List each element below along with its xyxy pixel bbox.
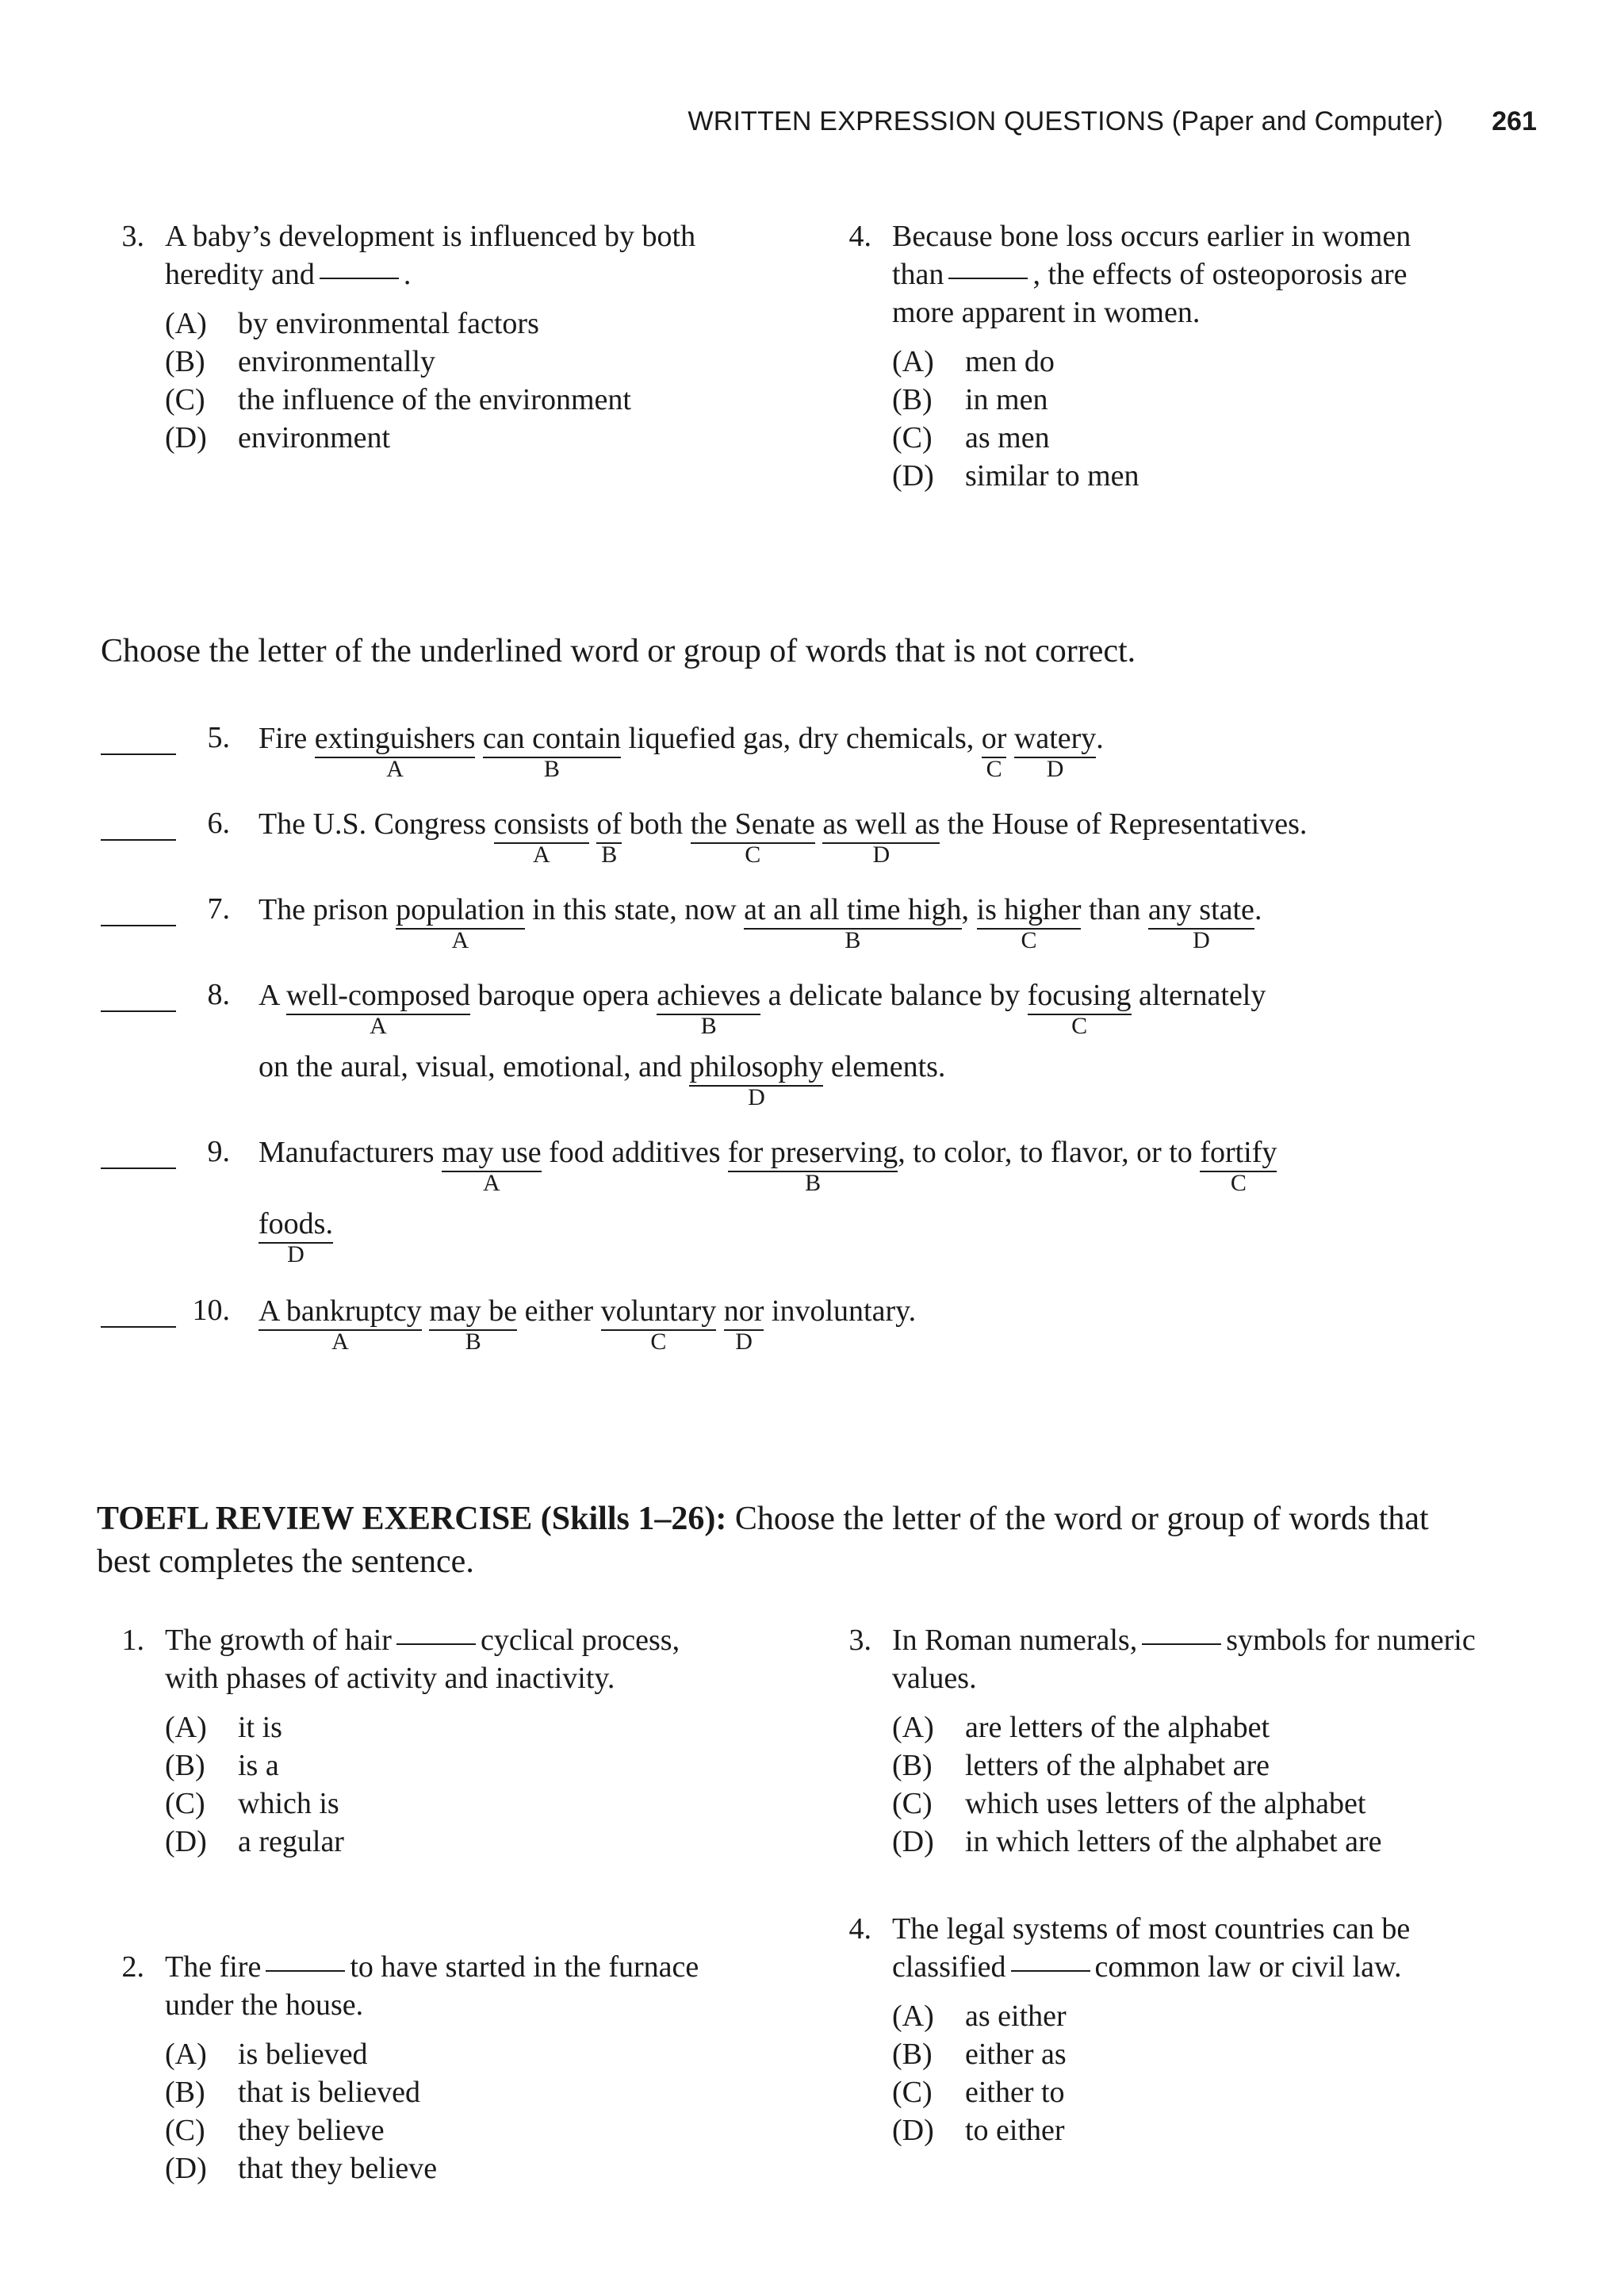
label-c: C: [1230, 1170, 1247, 1196]
answer-blank: [320, 278, 399, 279]
option-list: [165, 305, 758, 457]
option-list: [892, 1997, 1477, 2149]
sentence: Fire extinguishers A can contain B liquefied gas, dry chemicals, or C watery D .: [259, 722, 1104, 782]
option-a[interactable]: (A) as either: [892, 2000, 1067, 2033]
review-exercise-heading: [97, 1497, 1477, 1583]
underlined-part-b[interactable]: may be B: [429, 1294, 518, 1355]
question-3: [100, 217, 758, 457]
review-question-4: [827, 1910, 1477, 2149]
underlined-part-b[interactable]: achieves B: [657, 979, 761, 1039]
answer-line[interactable]: [101, 1010, 176, 1012]
question-stem: A baby’s development is influenced by both heredity and .: [165, 220, 696, 291]
label-c: C: [986, 756, 1002, 782]
option-d[interactable]: (D) in which letters of the alphabet are: [892, 1825, 1382, 1858]
label-a: A: [483, 1170, 500, 1196]
question-number: 9.: [207, 1135, 230, 1168]
option-d[interactable]: (D) environment: [165, 421, 391, 454]
underlined-part-a[interactable]: population A: [396, 893, 525, 953]
question-number: 5.: [207, 721, 230, 754]
option-d[interactable]: (D) that they believe: [165, 2152, 438, 2185]
option-list: [165, 1708, 703, 1861]
review-question-3: [827, 1621, 1477, 1861]
answer-line[interactable]: [101, 925, 176, 926]
label-d: D: [735, 1329, 753, 1355]
label-d: D: [287, 1241, 304, 1267]
underlined-part-c[interactable]: voluntary C: [600, 1294, 717, 1355]
underlined-part-d[interactable]: watery D: [1013, 722, 1097, 782]
label-b: B: [700, 1013, 717, 1039]
question-number: 2.: [121, 1950, 144, 1984]
option-b[interactable]: (B) that is believed: [165, 2076, 421, 2109]
answer-line[interactable]: [101, 1326, 176, 1328]
label-c: C: [745, 842, 761, 868]
option-d[interactable]: (D) a regular: [165, 1825, 344, 1858]
underlined-part-d[interactable]: as well as D: [822, 807, 940, 868]
underlined-part-b[interactable]: at an all time high B: [744, 893, 962, 953]
underlined-part-a[interactable]: A bankruptcy A: [259, 1294, 422, 1355]
question-stem: In Roman numerals, symbols for numeric values.: [892, 1624, 1476, 1695]
question-stem: The growth of hair cyclical process, with phases of activity and inactivity.: [165, 1624, 680, 1695]
sentence-line-1: A well-composed A baroque opera achieves B a delicate balance by focusing C alternately: [259, 979, 1266, 1039]
page-header: [0, 106, 1624, 146]
underlined-part-a[interactable]: may use A: [442, 1136, 542, 1196]
question-number: 4.: [848, 220, 871, 253]
answer-blank: [266, 1970, 345, 1972]
question-number: 3.: [848, 1624, 871, 1657]
answer-blank: [948, 278, 1028, 279]
option-list: [892, 1708, 1477, 1861]
underlined-part-c[interactable]: fortify C: [1200, 1136, 1277, 1196]
underlined-part-a[interactable]: extinguishers A: [314, 722, 476, 782]
sentence: The prison population A in this state, now at an all time high B , is higher C than any state D .: [259, 893, 1262, 953]
underlined-part-d[interactable]: nor D: [723, 1294, 764, 1355]
review-question-2: [100, 1948, 703, 2187]
label-a: A: [370, 1013, 387, 1039]
answer-blank: [396, 1643, 476, 1645]
label-b: B: [601, 842, 618, 868]
option-c[interactable]: (C) either to: [892, 2076, 1065, 2109]
question-stem: The legal systems of most countries can be classified common law or civil law.: [892, 1912, 1411, 1984]
sentence-line-2: on the aural, visual, emotional, and philosophy D elements.: [259, 1050, 946, 1110]
underlined-part-b[interactable]: for preserving B: [728, 1136, 898, 1196]
review-heading-bold: TOEFL REVIEW EXERCISE (Skills 1–26):: [97, 1501, 727, 1537]
page-number: 261: [1492, 106, 1537, 136]
option-b[interactable]: (B) letters of the alphabet are: [892, 1749, 1270, 1782]
sentence: The U.S. Congress consists A of B both the Senate C as well as D the House of Representatives.: [259, 807, 1308, 868]
label-b: B: [543, 756, 560, 782]
underlined-part-a[interactable]: well-composed A: [285, 979, 471, 1039]
label-c: C: [1071, 1013, 1088, 1039]
underlined-part-a[interactable]: consists A: [493, 807, 589, 868]
underlined-part-b[interactable]: of B: [596, 807, 622, 868]
underlined-part-b[interactable]: can contain B: [482, 722, 621, 782]
label-b: B: [465, 1329, 481, 1355]
answer-blank: [1011, 1970, 1090, 1972]
underlined-part-c[interactable]: the Senate C: [690, 807, 815, 868]
option-c[interactable]: (C) the influence of the environment: [165, 383, 631, 416]
label-a: A: [532, 842, 550, 868]
question-number: 8.: [207, 978, 230, 1011]
option-a[interactable]: (A) by environmental factors: [165, 307, 539, 340]
header-title: WRITTEN EXPRESSION QUESTIONS (Paper and Computer): [688, 106, 1443, 136]
answer-line[interactable]: [101, 753, 176, 755]
option-a[interactable]: (A) is believed: [165, 2038, 368, 2071]
underlined-part-d[interactable]: philosophy D: [689, 1050, 824, 1110]
label-c: C: [1021, 927, 1037, 953]
option-d[interactable]: (D) to either: [892, 2114, 1065, 2147]
question-number: 3.: [121, 220, 144, 253]
question-stem: The fire to have started in the furnace under the house.: [165, 1950, 699, 2022]
option-list: [892, 343, 1461, 495]
answer-blank: [1142, 1643, 1221, 1645]
label-d: D: [1046, 756, 1064, 782]
label-a: A: [331, 1329, 349, 1355]
question-number: 10.: [192, 1294, 230, 1327]
underlined-part-d[interactable]: foods. D: [259, 1207, 333, 1267]
question-number: 6.: [207, 807, 230, 840]
label-b: B: [805, 1170, 822, 1196]
option-a[interactable]: (A) it is: [165, 1711, 282, 1744]
question-number: 1.: [121, 1624, 144, 1657]
option-b[interactable]: (B) environmentally: [165, 345, 436, 378]
option-b[interactable]: (B) either as: [892, 2038, 1067, 2071]
underlined-part-c[interactable]: or C: [981, 722, 1007, 782]
answer-line[interactable]: [101, 1168, 176, 1169]
sentence-line-1: Manufacturers may use A food additives for preserving B , to color, to flavor, or to fortify C: [259, 1136, 1277, 1196]
option-b[interactable]: (B) is a: [165, 1749, 279, 1782]
option-c[interactable]: (C) as men: [892, 421, 1050, 454]
label-d: D: [872, 842, 891, 868]
label-d: D: [1193, 927, 1210, 953]
answer-line[interactable]: [101, 839, 176, 841]
label-d: D: [748, 1084, 765, 1110]
option-d[interactable]: (D) similar to men: [892, 459, 1139, 493]
instruction-text: Choose the letter of the underlined word or group of words that is not correct.: [101, 633, 1136, 669]
option-c[interactable]: (C) which uses letters of the alphabet: [892, 1787, 1366, 1820]
question-4: [827, 217, 1461, 495]
sentence: A bankruptcy A may be B either voluntary C nor D involuntary.: [259, 1294, 917, 1355]
option-list: [165, 2035, 703, 2187]
question-number: 7.: [207, 892, 230, 926]
option-c[interactable]: (C) they believe: [165, 2114, 385, 2147]
review-question-1: [100, 1621, 703, 1861]
underlined-part-c[interactable]: focusing C: [1027, 979, 1132, 1039]
label-b: B: [845, 927, 861, 953]
option-a[interactable]: (A) men do: [892, 345, 1055, 378]
label-c: C: [650, 1329, 667, 1355]
sentence-line-2: [259, 1206, 333, 1267]
label-a: A: [451, 927, 469, 953]
underlined-part-d[interactable]: any state D: [1147, 893, 1254, 953]
option-c[interactable]: (C) which is: [165, 1787, 339, 1820]
option-b[interactable]: (B) in men: [892, 383, 1048, 416]
option-a[interactable]: (A) are letters of the alphabet: [892, 1711, 1270, 1744]
review-heading-instruction: Choose the letter of the word or group of words that best completes the sentence.: [97, 1501, 1429, 1580]
question-number: 4.: [848, 1912, 871, 1946]
question-stem: Because bone loss occurs earlier in women than , the effects of osteoporosis are more apparent in women.: [892, 220, 1411, 329]
underlined-part-c[interactable]: is higher C: [976, 893, 1082, 953]
label-a: A: [386, 756, 404, 782]
